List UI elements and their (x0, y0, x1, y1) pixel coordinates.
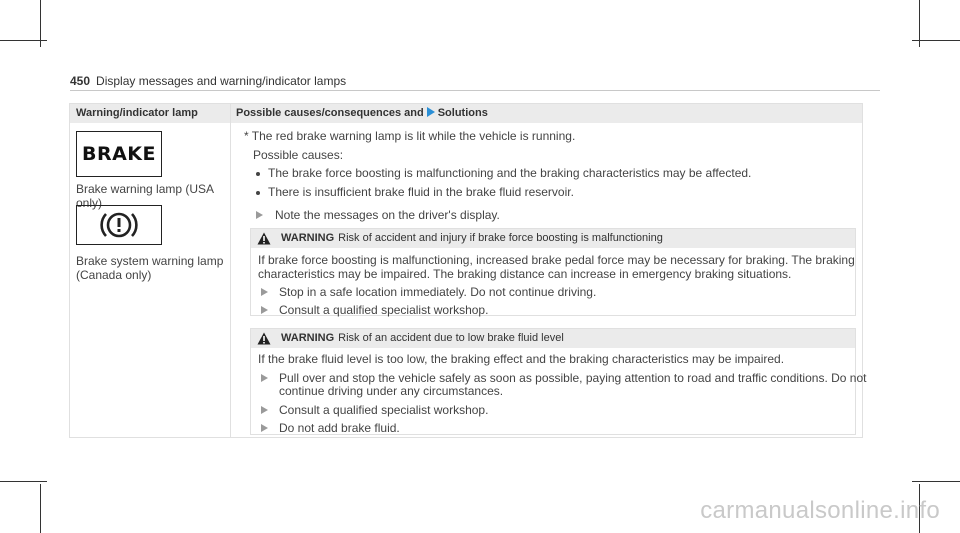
warning-title: WARNING Risk of an accident due to low brake fluid level (281, 332, 564, 344)
arrow-right-icon (261, 374, 268, 382)
warning-step: continue driving under any circumstances. (279, 384, 504, 398)
warning-triangle-icon (257, 332, 271, 345)
table-header-row (70, 104, 862, 123)
brake-warning-lamp-icon: BRAKE (76, 131, 162, 177)
column-header-lamp: Warning/indicator lamp (76, 107, 198, 119)
bullet-icon (256, 172, 260, 176)
cause-item: The brake force boosting is malfunctioning and the braking characteristics may be affected. (268, 166, 752, 180)
brake-system-icon (76, 205, 162, 245)
crop-mark (0, 481, 47, 482)
warning-body: characteristics may be impaired. The braking distance can increase in emergency braking situations. (258, 267, 792, 281)
warning-box (250, 328, 867, 435)
warning-step: Do not add brake fluid. (279, 421, 400, 435)
arrow-right-icon (256, 211, 263, 219)
column-header-solutions: Possible causes/consequences and Solutions (236, 107, 488, 119)
warning-step: Consult a qualified specialist workshop. (279, 303, 489, 317)
lamp-caption: Brake system warning lamp (Canada only) (76, 254, 224, 282)
arrow-right-icon (261, 306, 268, 314)
page-number: 450 (70, 74, 91, 88)
warning-title: WARNING Risk of accident and injury if brake force boosting is malfunctioning (281, 232, 663, 244)
lamp-caption: Brake warning lamp (USA only) (76, 182, 215, 210)
arrow-right-icon (261, 288, 268, 296)
page-title: Display messages and warning/indicator lamps (96, 74, 347, 88)
warning-body: If brake force boosting is malfunctioning, increased brake pedal force may be necessary for braking. The braking (258, 253, 855, 267)
intro-text: * The red brake warning lamp is lit while the vehicle is running. (244, 129, 576, 143)
page-header (70, 74, 346, 88)
warning-header (251, 329, 855, 348)
warning-step: Pull over and stop the vehicle safely as soon as possible, paying attention to road and traffic conditions. Do not (279, 371, 867, 385)
warning-body: If the brake fluid level is too low, the braking effect and the braking characteristics may be impaired. (258, 352, 785, 366)
warning-header (251, 229, 855, 248)
crop-mark (912, 40, 960, 41)
arrow-right-icon (427, 107, 435, 117)
warning-step: Consult a qualified specialist workshop. (279, 403, 489, 417)
crop-mark (40, 484, 41, 533)
warning-step: Stop in a safe location immediately. Do not continue driving. (279, 285, 597, 299)
warning-triangle-icon (257, 232, 271, 245)
lamp-table (69, 103, 867, 438)
watermark: carmanualsonline.info (700, 497, 940, 524)
arrow-right-icon (261, 406, 268, 414)
note-text: Note the messages on the driver's display. (275, 208, 500, 222)
possible-causes-label: Possible causes: (253, 148, 344, 162)
bullet-icon (256, 191, 260, 195)
crop-mark (0, 40, 47, 41)
cause-item: There is insufficient brake fluid in the brake fluid reservoir. (268, 185, 574, 199)
header-rule (70, 90, 880, 91)
column-divider (230, 104, 231, 437)
warning-box (250, 228, 856, 316)
arrow-right-icon (261, 424, 268, 432)
crop-mark (912, 481, 960, 482)
